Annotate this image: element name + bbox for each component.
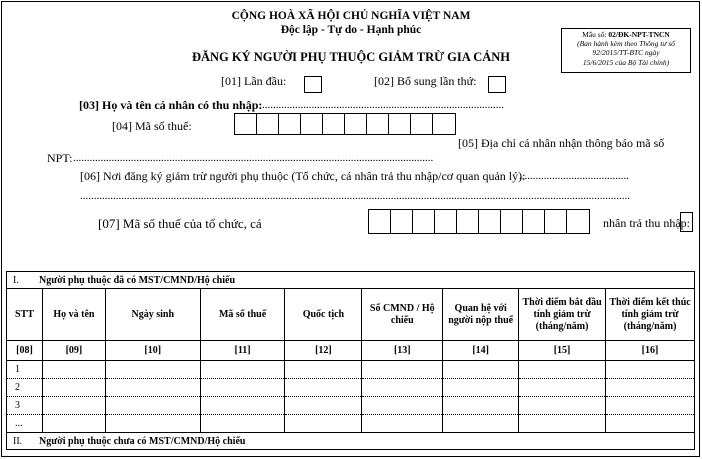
field-04-label: [04] Mã số thuế: (112, 119, 192, 133)
table-cell[interactable] (519, 397, 606, 415)
digit-box[interactable] (301, 114, 323, 134)
table-cell[interactable] (519, 379, 606, 397)
table-cell[interactable] (105, 361, 200, 379)
digit-box[interactable] (323, 114, 345, 134)
field-05-label: [05] Địa chỉ cá nhân nhận thông báo mã số (458, 136, 665, 150)
digit-box[interactable] (545, 210, 567, 233)
section-2-title: II. Người phụ thuộc chưa có MST/CMND/Hộ chiếu (7, 433, 695, 450)
digit-box[interactable] (389, 114, 411, 134)
table-cell[interactable] (285, 397, 362, 415)
field-03-label: [03] Họ và tên cá nhân có thu nhập: (79, 98, 263, 112)
field-05-input[interactable]: ................................................................................................................................... (73, 152, 434, 164)
table-cell[interactable] (443, 379, 519, 397)
field-06-input[interactable]: ........................................ (519, 170, 629, 182)
column-code: [14] (443, 341, 519, 361)
column-code: [16] (606, 341, 695, 361)
column-header: Quan hệ với người nộp thuế (443, 289, 519, 341)
table-cell[interactable] (200, 361, 285, 379)
row-number: 3 (7, 397, 43, 415)
table-cell[interactable] (606, 379, 695, 397)
digit-box[interactable] (567, 210, 589, 233)
section-2-row (7, 433, 695, 450)
digit-box[interactable] (279, 114, 301, 134)
table-row (7, 379, 695, 397)
digit-box[interactable] (369, 210, 391, 233)
row-number: ... (7, 415, 43, 433)
column-code: [15] (519, 341, 606, 361)
table-cell[interactable] (42, 397, 105, 415)
column-header: Họ và tên (42, 289, 105, 341)
table-cell[interactable] (42, 415, 105, 433)
table-cell[interactable] (362, 361, 443, 379)
digit-box[interactable] (457, 210, 479, 233)
form-code-box (561, 28, 691, 73)
table-cell[interactable] (362, 397, 443, 415)
field-02-label: [02] Bổ sung lần thứ: (374, 74, 477, 88)
digit-box[interactable] (501, 210, 523, 233)
table-cell[interactable] (105, 415, 200, 433)
column-header: Quốc tịch (285, 289, 362, 341)
column-header: Mã số thuế (200, 289, 285, 341)
field-06-label: [06] Nơi đăng ký giảm trừ người phụ thuộc (Tổ chức, cá nhân trả thu nhập/cơ quan quản lý): (80, 169, 526, 183)
national-motto: Độc lập - Tự do - Hạnh phúc (280, 24, 422, 36)
column-code: [12] (285, 341, 362, 361)
table-cell[interactable] (443, 361, 519, 379)
form-code: Mẫu số: 02/ĐK-NPT-TNCN (582, 30, 670, 39)
field-07-label-cont: nhân trả thu nhập: (603, 216, 690, 230)
digit-box[interactable] (435, 210, 457, 233)
table-cell[interactable] (519, 415, 606, 433)
table-cell[interactable] (105, 379, 200, 397)
digit-box[interactable] (433, 114, 455, 134)
payer-tax-code-boxes[interactable] (368, 209, 590, 234)
digit-box[interactable] (367, 114, 389, 134)
table-cell[interactable] (362, 415, 443, 433)
form-note-line-2: 92/2015/TT-BTC ngày (592, 48, 660, 58)
column-header: STT (7, 289, 43, 341)
table-cell[interactable] (606, 361, 695, 379)
field-06-input-line2[interactable]: ........................................................................................................................................................................................................ (80, 190, 630, 202)
table-header-row (7, 289, 695, 341)
table-cell[interactable] (105, 397, 200, 415)
table-cell[interactable] (606, 397, 695, 415)
column-header: Thời điểm bắt đầu tính giảm trừ (tháng/năm) (519, 289, 606, 341)
digit-box[interactable] (479, 210, 501, 233)
field-03-input[interactable]: ........................................................................................ (262, 99, 504, 111)
supplement-number-box[interactable] (488, 76, 506, 93)
table-cell[interactable] (42, 361, 105, 379)
column-code: [08] (7, 341, 43, 361)
table-row (7, 415, 695, 433)
dependents-table (6, 271, 695, 450)
table-cell[interactable] (285, 361, 362, 379)
row-number: 2 (7, 379, 43, 397)
tax-code-boxes[interactable] (234, 113, 456, 135)
form-title: ĐĂNG KÝ NGƯỜI PHỤ THUỘC GIẢM TRỪ GIA CẢNH (191, 50, 511, 64)
form-note-line-3: 15/6/2015 của Bộ Tài chính) (582, 57, 670, 67)
table-cell[interactable] (285, 379, 362, 397)
column-code-row (7, 341, 695, 361)
section-1-title: I. Người phụ thuộc đã có MST/CMND/Hộ chiếu (7, 272, 695, 289)
column-code: [11] (200, 341, 285, 361)
column-code: [13] (362, 341, 443, 361)
digit-box[interactable] (411, 114, 433, 134)
digit-box[interactable] (523, 210, 545, 233)
form-note-line-1: (Ban hành kèm theo Thông tư số (577, 39, 675, 49)
national-header: CỘNG HOÀ XÃ HỘI CHỦ NGHĨA VIỆT NAM (231, 10, 471, 22)
table-cell[interactable] (200, 397, 285, 415)
table-cell[interactable] (443, 415, 519, 433)
section-1-row (7, 272, 695, 289)
digit-box[interactable] (235, 114, 257, 134)
table-row (7, 361, 695, 379)
table-cell[interactable] (362, 379, 443, 397)
digit-box[interactable] (257, 114, 279, 134)
npt-label: NPT: (47, 151, 73, 165)
row-number: 1 (7, 361, 43, 379)
table-cell[interactable] (42, 379, 105, 397)
column-header: Ngày sinh (105, 289, 200, 341)
field-01-label: [01] Lần đầu: (221, 74, 287, 88)
table-cell[interactable] (200, 415, 285, 433)
digit-box[interactable] (413, 210, 435, 233)
table-cell[interactable] (443, 397, 519, 415)
table-cell[interactable] (200, 379, 285, 397)
payer-tax-code-extra-box[interactable] (680, 212, 693, 232)
column-code: [10] (105, 341, 200, 361)
column-code: [09] (42, 341, 105, 361)
digit-box[interactable] (345, 114, 367, 134)
first-time-checkbox[interactable] (304, 76, 322, 93)
table-row (7, 397, 695, 415)
column-header: Số CMND / Hộ chiếu (362, 289, 443, 341)
table-cell[interactable] (519, 361, 606, 379)
table-cell[interactable] (606, 415, 695, 433)
digit-box[interactable] (391, 210, 413, 233)
column-header: Thời điểm kết thúc tính giảm trừ (tháng/năm) (606, 289, 695, 341)
table-cell[interactable] (285, 415, 362, 433)
field-07-label: [07] Mã số thuế của tổ chức, cá (98, 216, 262, 231)
